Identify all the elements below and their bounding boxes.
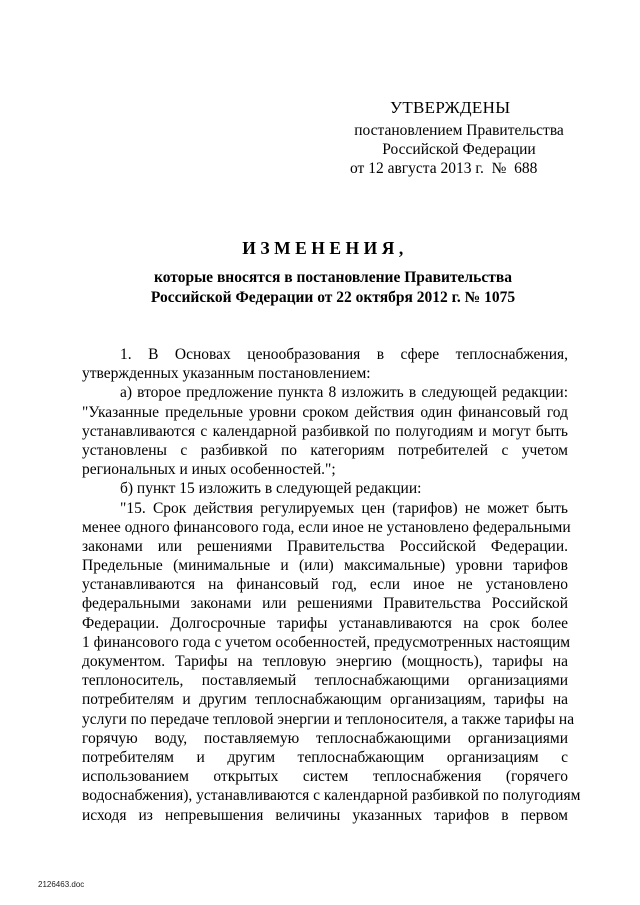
body-line: услуги по передаче тепловой энергии и теплоносителя, а также тарифы на (82, 710, 575, 728)
approval-line-date: от 12 августа 2013 г. № 688 (350, 160, 538, 177)
approval-line-2: Российской Федерации (382, 141, 536, 158)
body-line: устанавливаются с календарной разбивкой по полугодиям и могут быть (82, 422, 568, 440)
body-line: а) второе предложение пункта 8 изложить в следующей редакции: (120, 384, 568, 402)
body-line: исходя из непревышения величины указанных тарифов в первом (82, 806, 568, 824)
body-line: "Указанные предельные уровни сроком действия один финансовый год (82, 403, 568, 421)
body-line: 1 финансового года с учетом особенностей, предусмотренных настоящим (82, 633, 571, 651)
body-line: б) пункт 15 изложить в следующей редакции: (120, 480, 422, 498)
body-line: горячую воду, поставляемую теплоснабжающими организациями (82, 729, 568, 747)
subtitle-line-1: которые вносятся в постановление Правительства (154, 269, 512, 286)
body-line: утвержденных указанным постановлением: (82, 365, 371, 383)
approval-block (344, 98, 574, 178)
body-line: Предельные (минимальные и (или) максимальные) уровни тарифов (82, 557, 568, 575)
body-line: потребителям и другим теплоснабжающим организациям с (82, 748, 568, 766)
body-line: 1. В Основах ценообразования в сфере теплоснабжения, (120, 346, 568, 363)
body-line: законами или решениями Правительства Российской Федерации. (82, 537, 568, 555)
body-line: "15. Срок действия регулируемых цен (тарифов) не может быть (120, 499, 568, 517)
approved-heading: УТВЕРЖДЕНЫ (390, 98, 511, 117)
file-name-footer: 2126463.doc (38, 880, 85, 889)
document-body (82, 345, 581, 825)
body-line: менее одного финансового года, если иное не установлено федеральными (82, 518, 571, 536)
body-line: водоснабжения), устанавливаются с календарной разбивкой по полугодиям (82, 787, 581, 805)
body-line: теплоноситель, поставляемый теплоснабжающими организациями (82, 672, 568, 690)
body-line: устанавливаются на финансовый год, если иное не установлено (82, 576, 568, 594)
body-line: региональных и иных особенностей."; (82, 461, 336, 479)
subtitle-line-2: Российской Федерации от 22 октября 2012 г. № 1075 (150, 289, 516, 306)
body-line: потребителям и другим теплоснабжающим организациям, тарифы на (82, 691, 568, 709)
document-title: ИЗМЕНЕНИЯ, (242, 238, 408, 258)
body-line: документом. Тарифы на тепловую энергию (мощность), тарифы на (82, 653, 568, 670)
body-line: Федерации. Долгосрочные тарифы устанавливаются на срок более (82, 614, 568, 632)
body-line: установлены с разбивкой по категориям потребителей с учетом (82, 441, 568, 459)
body-line: использованием открытых систем теплоснабжения (горячего (82, 768, 568, 786)
body-line: федеральными законами или решениями Правительства Российской (82, 595, 568, 613)
approval-line-1: постановлением Правительства (354, 122, 564, 139)
document-subtitle (0, 268, 640, 308)
